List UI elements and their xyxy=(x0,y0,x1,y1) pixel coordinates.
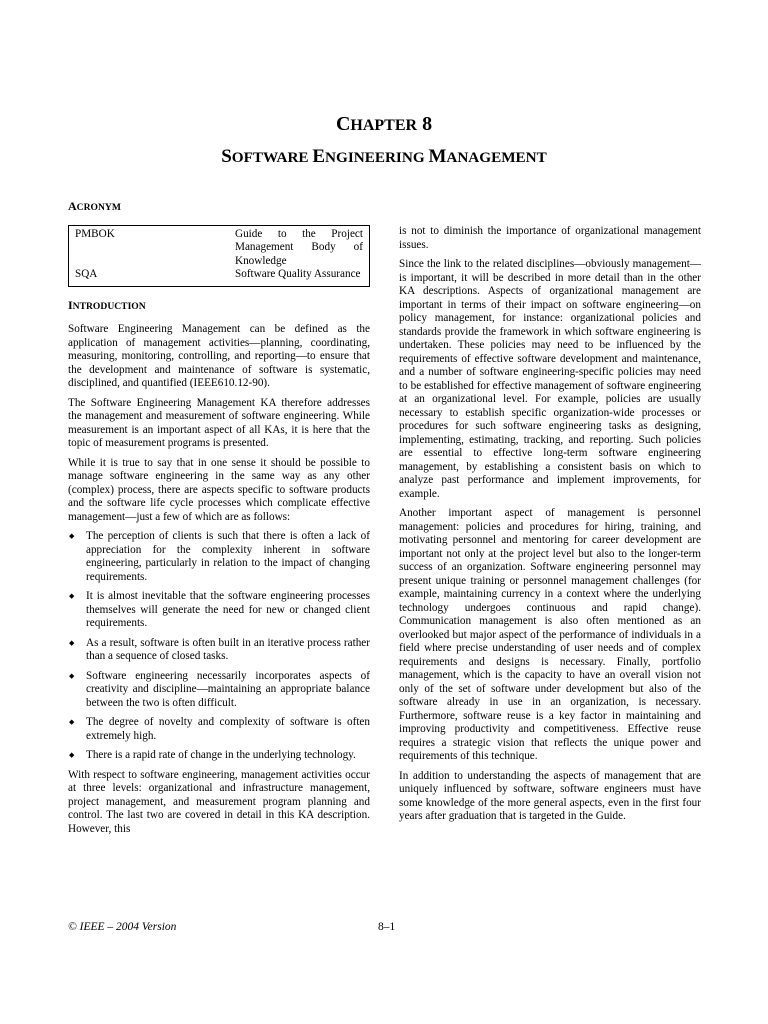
paragraph: Another important aspect of management is personnel management: policies and procedures for hiring, training, and motivating personnel and mentoring for career development are important not only at the project level but also to the longer-term success of an organization. Software engineering personnel may present unique training or personnel management challenges (for example, maintaining currency in a context where the underlying technology undergoes continuous and rapid change). Communication management is also often mentioned as an overlooked but major aspect of the performance of individuals in a field where precise understanding of user needs and of complex requirements and designs is necessary. Finally, portfolio management, which is the capacity to have an overall vision not only of the set of software under development but also of the software already in use in an organization, is necessary. Furthermore, software reuse is a key factor in maintaining and improving productivity and competitiveness. Effective reuse requires a strategic vision that reflects the unique power and requirements of this technique. xyxy=(399,507,701,762)
chapter-subtitle: SOFTWARE ENGINEERING MANAGEMENT xyxy=(221,146,547,167)
paragraph: is not to diminish the importance of organizational management issues. xyxy=(399,225,701,251)
paragraph: In addition to understanding the aspects of management that are uniquely influenced by software, software engineers must have some knowledge of the more general aspects, even in the first four years after graduation that is targeted in the Guide. xyxy=(399,769,701,822)
bullet-item: ◆ The degree of novelty and complexity of software is often extremely high. xyxy=(68,716,370,743)
acronym-heading: ACRONYM xyxy=(68,199,121,213)
bullet-item: ◆ There is a rapid rate of change in the underlying technology. xyxy=(68,749,370,763)
paragraph: While it is true to say that in one sense it should be possible to manage software engineering in the same way as any other (complex) process, there are aspects specific to software products and the software life cycle processes which complicate effective management—just a few of which are as follows: xyxy=(68,456,370,523)
acronym-full: Software Quality Assurance xyxy=(235,268,361,280)
paragraph: The Software Engineering Management KA therefore addresses the management and measurement of software engineering. While measurement is an important aspect of all KAs, it is here that the topic of measurement programs is presented. xyxy=(68,396,370,449)
bullet-item: ◆ Software engineering necessarily incorporates aspects of creativity and discipline—maintaining an appropriate balance between the two is often difficult. xyxy=(68,670,370,711)
acronym-row xyxy=(69,225,370,268)
bullet-item: ◆ As a result, software is often built in an iterative process rather than a sequence of closed tasks. xyxy=(68,637,370,664)
footer-copyright: © IEEE – 2004 Version xyxy=(68,921,177,933)
acronym-abbr: PMBOK xyxy=(75,227,115,240)
paragraph: Since the link to the related disciplines—obviously management—is important, it will be described in more detail than in the other KA descriptions. Aspects of organizational management are important in terms of their impact on software engineering—on policy management, for instance: organizational policies and standards provide the framework in which software engineering is undertaken. These policies may need to be influenced by the requirements of effective software development and maintenance, and a number of software engineering-specific policies may need to be established for effective management of software engineering at an organizational level. For example, policies are usually necessary to establish specific organization-wide processes or procedures for such software engineering tasks as designing, implementing, estimating, tracking, and reporting. Such policies are essential to effective long-term software engineering management, by establishing a consistent basis on which to analyze past performance and implement improvements, for example. xyxy=(399,258,701,500)
paragraph: Software Engineering Management can be defined as the application of management activities—planning, coordinating, measuring, monitoring, controlling, and reporting—to ensure that the development and maintenance of software is systematic, disciplined, and quantified (IEEE610.12-90). xyxy=(68,323,370,389)
bullet-list xyxy=(68,530,370,763)
acronym-row xyxy=(69,268,370,286)
page-number: 8–1 xyxy=(378,921,396,933)
paragraph: With respect to software engineering, management activities occur at three levels: organizational and infrastructure management, project management, and measurement program planning and control. The last two are covered in detail in this KA description. However, this xyxy=(68,768,370,835)
right-column xyxy=(399,225,701,830)
acronym-full: Guide to the Project Management Body of Knowledge xyxy=(235,227,363,267)
acronym-table xyxy=(68,225,370,287)
chapter-title: CHAPTER 8 xyxy=(335,113,433,135)
acronym-abbr: SQA xyxy=(75,268,98,280)
introduction-heading: INTRODUCTION xyxy=(68,297,146,312)
bullet-item: ◆ The perception of clients is such that there is often a lack of appreciation for the complexity inherent in software engineering, particularly in relation to the impact of changing requirements. xyxy=(68,530,370,584)
left-column xyxy=(68,200,370,842)
bullet-item: ◆ It is almost inevitable that the software engineering processes themselves will generate the need for new or changed client requirements. xyxy=(68,590,370,631)
